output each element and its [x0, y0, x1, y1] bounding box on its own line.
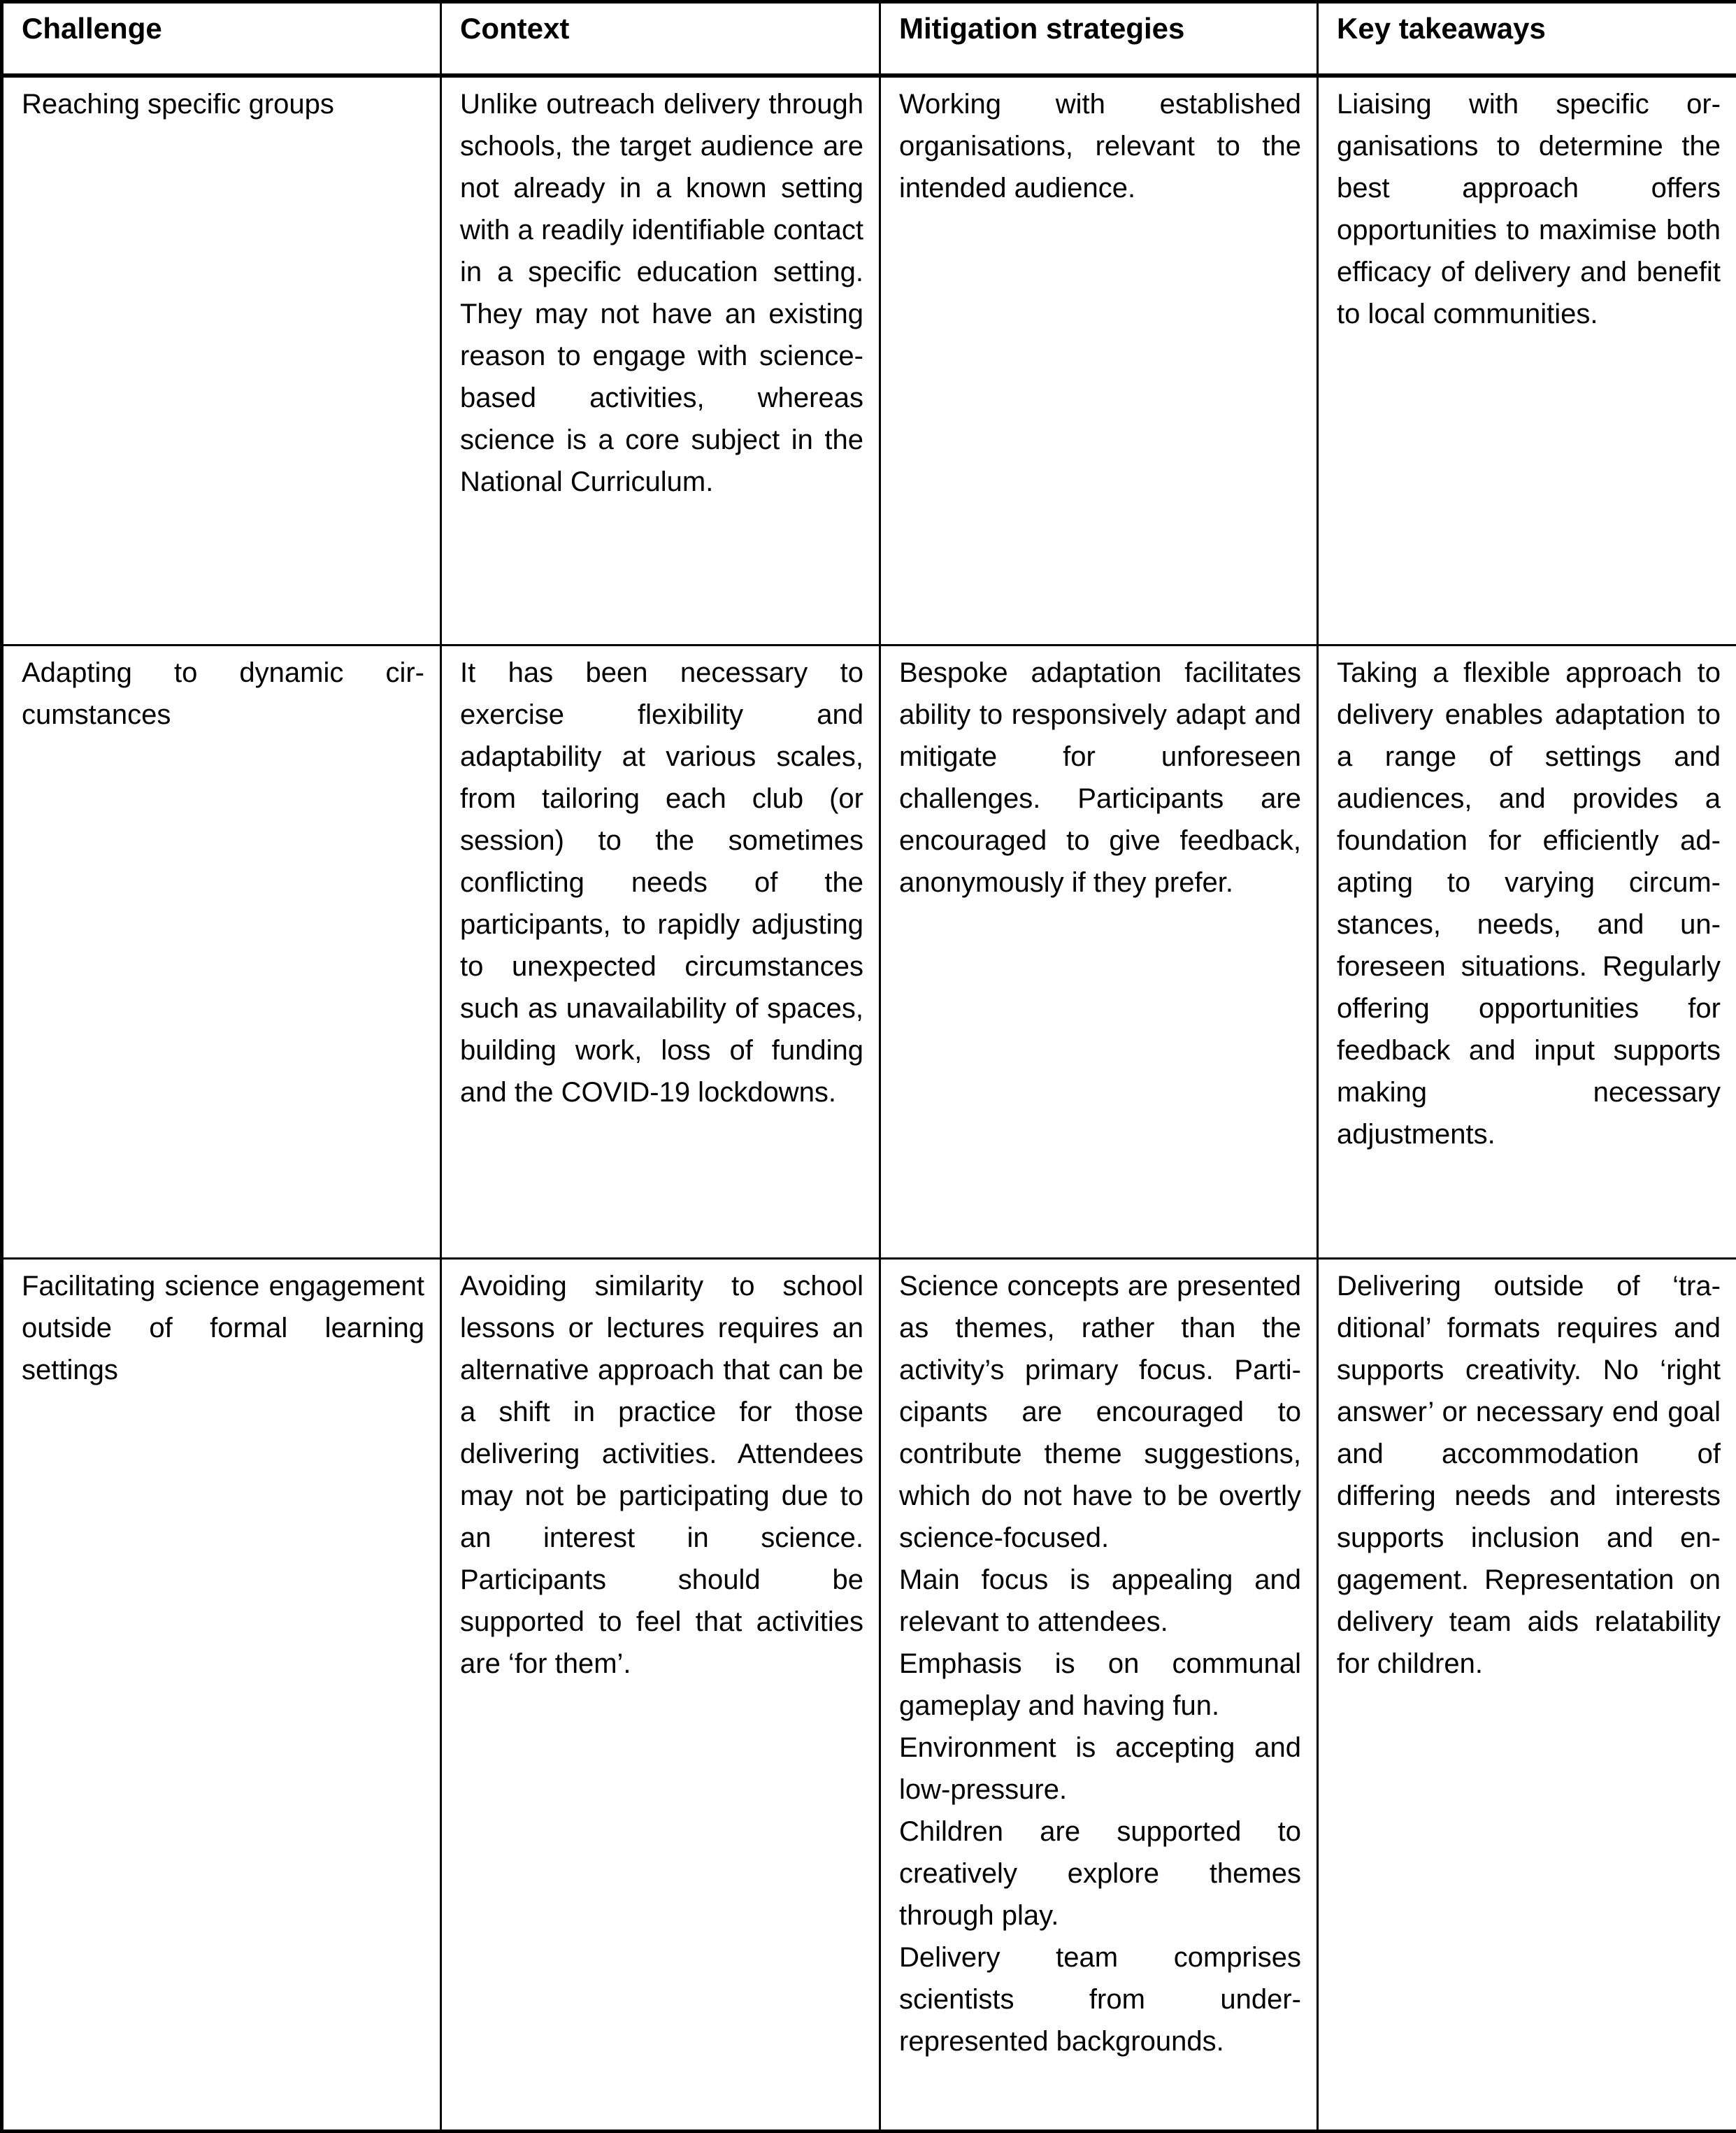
cell-paragraph: Liaising with specific organisations to determine the best approach offers opportunities to maximise both efficacy of delivery and benefit to local communities. — [1337, 89, 1721, 329]
cell-paragraph: It has been necessary to exercise flexibility and adaptability at various scales, from tailoring each club (or session) to the sometimes conflicting needs of the participants, to rapidly adjusting to unexpected circumstances such as unavailability of spaces, building work, loss of funding and the COVID-19 lockdowns. — [460, 657, 863, 1108]
cell-paragraph: Unlike outreach delivery through schools, the target audience are not already in a known setting with a readily identifiable contact in a specific education setting. They may not have an existing reason to engage with science-based activities, whereas science is a core subject in the National Curriculum. — [460, 89, 863, 497]
cell-paragraph: Delivery team comprises scientists from under-represented backgrounds. — [899, 1942, 1301, 2057]
cell-paragraph: Avoiding similarity to school lessons or lectures requires an alternative approach that can be a shift in practice for those delivering activities. Attendees may not be participating due to an interest in science. Participants should be supported to feel that activities are ‘for them’. — [460, 1271, 863, 1679]
cell-paragraph: Environment is accepting and low-pressure. — [899, 1732, 1301, 1805]
cell-paragraph: Delivering outside of ‘traditional’ formats requires and supports creativity. No ‘right answer’ or necessary end goal and accommodation of differing needs and interests supports inclusion and engagement. Representation on delivery team aids relatability for children. — [1337, 1271, 1721, 1679]
cell-paragraph: Taking a flexible approach to delivery enables adaptation to a range of settings and audiences, and provides a foundation for efficiently adapting to varying circumstances, needs, and unforeseen situations. Regularly offering opportunities for feedback and input supports making necessary adjustments. — [1337, 657, 1721, 1150]
header-cell-takeaways: Key takeaways — [1318, 2, 1736, 76]
cell-r1-challenge — [2, 76, 441, 645]
cell-r1-mitigation — [880, 76, 1318, 645]
cell-r3-challenge — [2, 1259, 441, 2132]
table-row — [2, 1259, 1736, 2132]
cell-r2-context — [441, 645, 880, 1259]
cell-paragraph: Children are supported to creatively explore themes through play. — [899, 1816, 1301, 1931]
cell-r3-context — [441, 1259, 880, 2132]
cell-paragraph: Main focus is appealing and relevant to attendees. — [899, 1564, 1301, 1637]
cell-paragraph: Science concepts are presented as themes, rather than the activity’s primary focus. Participants are encouraged to contribute theme suggestions, which do not have to be overtly science-focused. — [899, 1271, 1301, 1553]
cell-r2-mitigation — [880, 645, 1318, 1259]
cell-r1-takeaways — [1318, 76, 1736, 645]
table-row — [2, 645, 1736, 1259]
cell-paragraph: Reaching specific groups — [22, 89, 334, 120]
cell-paragraph: Bespoke adaptation facilitates ability to responsively adapt and mitigate for unforeseen challenges. Participants are encouraged to give feedback, anonymously if they prefer. — [899, 657, 1301, 898]
header-cell-context: Context — [441, 2, 880, 76]
header-cell-mitigation: Mitigation strategies — [880, 2, 1318, 76]
table-header-row — [2, 2, 1736, 76]
cell-paragraph: Emphasis is on communal gameplay and having fun. — [899, 1648, 1301, 1721]
cell-r3-takeaways — [1318, 1259, 1736, 2132]
cell-paragraph: Facilitating science engagement outside of formal learning settings — [22, 1271, 424, 1385]
cell-r2-challenge — [2, 645, 441, 1259]
header-cell-challenge: Challenge — [2, 2, 441, 76]
cell-r3-mitigation — [880, 1259, 1318, 2132]
cell-paragraph: Working with established organisations, relevant to the intended audience. — [899, 89, 1301, 204]
cell-r2-takeaways — [1318, 645, 1736, 1259]
cell-r1-context — [441, 76, 880, 645]
cell-paragraph: Adapting to dynamic circumstances — [22, 657, 424, 730]
table-row — [2, 76, 1736, 645]
